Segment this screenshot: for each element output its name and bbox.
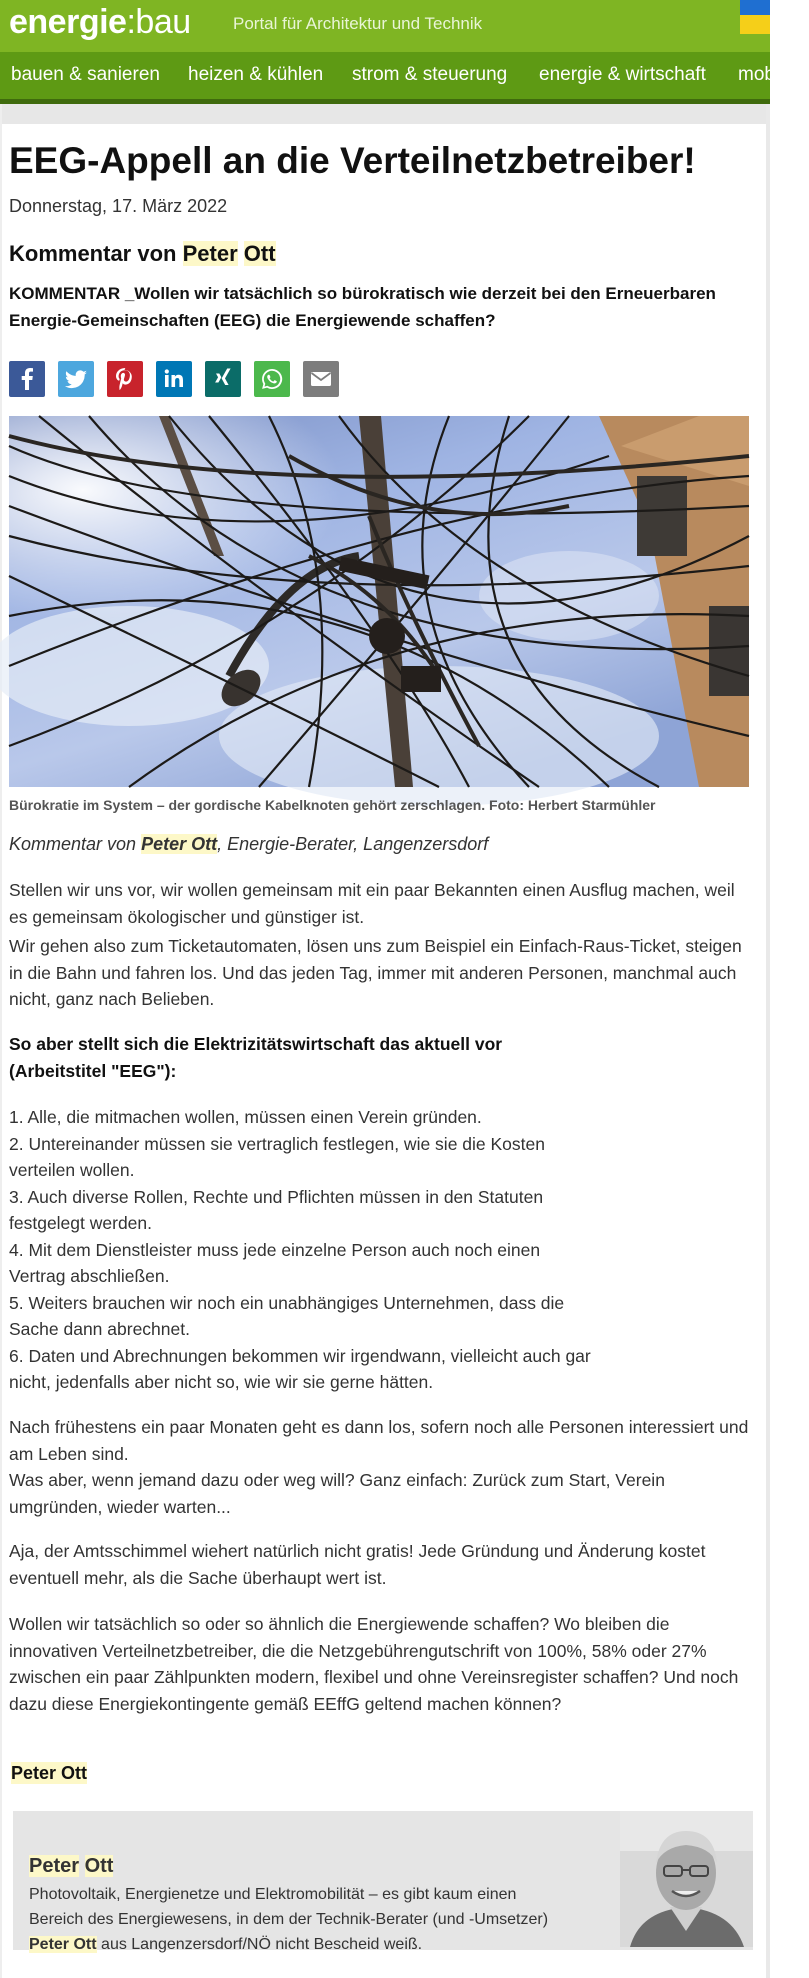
email-icon (303, 361, 339, 397)
image-caption: Bürokratie im System – der gordische Kabelknoten gehört zerschlagen. Foto: Herbert Starmühler (9, 797, 656, 813)
list-item: 5. Weiters brauchen wir noch ein unabhängiges Unternehmen, dass die (9, 1292, 565, 1313)
share-facebook-button[interactable] (9, 361, 45, 397)
paragraph-line: nicht, ganz nach Belieben. (9, 989, 215, 1009)
logo-text-bold: energie (9, 3, 127, 41)
list-item: verteilen wollen. (9, 1160, 135, 1180)
author-last-name[interactable]: Ott (243, 241, 276, 266)
paragraph-line: Wollen wir tatsächlich so oder so ähnlich die Energiewende schaffen? Wo bleiben die (9, 1614, 670, 1634)
article-author-heading (9, 240, 276, 268)
list-item: 4. Mit dem Dienstleister muss jede einzelne Person auch noch einen (9, 1239, 541, 1260)
main-navigation (0, 52, 809, 99)
author-first-name[interactable]: Peter (182, 241, 238, 266)
list-item: Sache dann abrechnet. (9, 1319, 190, 1339)
author-box-name[interactable] (29, 1854, 113, 1878)
share-email-button[interactable] (303, 361, 339, 397)
author-box-bio (29, 1882, 609, 1957)
paragraph-line: Was aber, wenn jemand dazu oder weg will? Ganz einfach: Zurück zum Start, Verein (9, 1470, 665, 1490)
body-paragraph (9, 1414, 749, 1520)
paragraph-line: es gemeinsam ökologischer und günstiger ist. (9, 906, 365, 927)
nav-item-bauen-sanieren[interactable]: bauen & sanieren (11, 64, 160, 85)
power-lines-photo (9, 416, 749, 787)
whatsapp-icon (254, 361, 290, 397)
article-title: EEG-Appell an die Verteilnetzbetreiber! (9, 140, 696, 181)
list-item: 3. Auch diverse Rollen, Rechte und Pflichten müssen in den Statuten (9, 1186, 544, 1207)
content-left-border (0, 104, 2, 1978)
list-item: 1. Alle, die mitmachen wollen, müssen einen Verein gründen. (9, 1107, 482, 1127)
author-box (13, 1811, 753, 1953)
byline-author-first: Peter (141, 834, 187, 854)
bio-line-suffix: aus Langenzersdorf/NÖ nicht Bescheid weiß. (96, 1936, 423, 1953)
bio-line (29, 1932, 609, 1957)
bio-line: Bereich des Energiewesens, in dem der Technik-Berater (und -Umsetzer) (29, 1911, 549, 1928)
logo-separator: : (126, 3, 136, 41)
paragraph-line: dazu diese Energiekontingente gemäß EEffG geltend machen können? (9, 1693, 562, 1714)
byline-author-name[interactable] (141, 834, 217, 854)
body-subheading (9, 1031, 749, 1084)
list-item: 2. Untereinander müssen sie vertraglich festlegen, wie sie die Kosten (9, 1133, 545, 1154)
list-item: 6. Daten und Abrechnungen bekommen wir irgendwann, vielleicht auch gar (9, 1345, 591, 1366)
facebook-icon (9, 361, 45, 397)
nav-item-energie-wirtschaft[interactable]: energie & wirtschaft (539, 64, 706, 85)
author-box-first-name: Peter (29, 1855, 80, 1877)
paragraph-line: in die Bahn und fahren los. Und das jeden Tag, immer mit anderen Personen, manchmal auch (9, 962, 737, 983)
share-xing-button[interactable] (205, 361, 241, 397)
content-right-border (766, 104, 770, 1978)
article-date: Donnerstag, 17. März 2022 (9, 196, 228, 216)
body-paragraph (9, 877, 749, 930)
body-paragraph (9, 1611, 749, 1717)
share-whatsapp-button[interactable] (254, 361, 290, 397)
article-lead (9, 280, 749, 334)
linkedin-icon (156, 361, 192, 397)
paragraph-line: eventuell mehr, als die Sache überhaupt wert ist. (9, 1567, 387, 1588)
lead-line: KOMMENTAR _Wollen wir tatsächlich so bürokratisch wie derzeit bei den Erneuerbaren (9, 284, 716, 303)
paragraph-line: innovativen Verteilnetzbetreiber, die die Netzgebührengutschrift von 100%, 58% oder 27% (9, 1640, 707, 1661)
body-list (9, 1104, 749, 1396)
lead-line: Energie-Gemeinschaften (EEG) die Energiewende schaffen? (9, 311, 496, 330)
paragraph-line: Aja, der Amtsschimmel wiehert natürlich nicht gratis! Jede Gründung und Änderung kostet (9, 1541, 706, 1561)
share-linkedin-button[interactable] (156, 361, 192, 397)
bio-line: Photovoltaik, Energienetze und Elektromobilität – es gibt kaum einen (29, 1886, 517, 1903)
list-item: Vertrag abschließen. (9, 1266, 170, 1286)
paragraph-line: zwischen ein paar Zählpunkten modern, flexibel und ohne Vereinsregister schaffen? Und noch (9, 1667, 739, 1687)
list-item: nicht, jedenfalls aber nicht so, wie wir sie gerne hätten. (9, 1372, 434, 1392)
nav-item-strom-steuerung[interactable]: strom & steuerung (352, 64, 508, 85)
ukraine-flag-icon (740, 0, 770, 34)
twitter-icon (58, 361, 94, 397)
paragraph-line: Wir gehen also zum Ticketautomaten, lösen uns zum Beispiel ein Einfach-Raus-Ticket, steigen (9, 936, 742, 956)
article-byline (9, 831, 488, 857)
byline-suffix: , Energie-Berater, Langenzersdorf (217, 834, 489, 854)
body-paragraph (9, 1538, 749, 1591)
nav-item-mobilitaet[interactable]: mobilität (738, 64, 809, 85)
paragraph-line: am Leben sind. (9, 1443, 129, 1464)
bio-author-first: Peter (29, 1936, 70, 1953)
paragraph-line: Stellen wir uns vor, wir wollen gemeinsam mit ein paar Bekannten einen Ausflug machen, weil (9, 880, 735, 900)
author-portrait-image (620, 1811, 753, 1947)
pinterest-icon (107, 361, 143, 397)
article-hero-image (9, 416, 749, 787)
bio-author-last: Ott (73, 1936, 97, 1953)
nav-item-heizen-kuehlen[interactable]: heizen & kühlen (188, 64, 324, 85)
site-logo[interactable] (9, 0, 191, 44)
paragraph-line: (Arbeitstitel "EEG"): (9, 1060, 177, 1081)
author-box-last-name: Ott (84, 1855, 114, 1877)
paragraph-line: umgründen, wieder warten... (9, 1496, 231, 1517)
byline-author-last: Ott (191, 834, 218, 854)
body-paragraph (9, 933, 749, 1013)
site-header (0, 0, 770, 52)
paragraph-line: So aber stellt sich die Elektrizitätswirtschaft das aktuell vor (9, 1034, 503, 1054)
byline-prefix: Kommentar von (9, 834, 142, 854)
author-heading-prefix: Kommentar von (9, 241, 183, 266)
paragraph-line: Nach frühestens ein paar Monaten geht es dann los, sofern noch alle Personen interessiert und (9, 1417, 749, 1437)
content-top-strip (0, 104, 770, 124)
share-pinterest-button[interactable] (107, 361, 143, 397)
bio-author-name[interactable] (29, 1936, 97, 1953)
list-item: festgelegt werden. (9, 1213, 153, 1233)
site-tagline: Portal für Architektur und Technik (233, 14, 483, 33)
logo-text-light: bau (135, 3, 191, 41)
share-twitter-button[interactable] (58, 361, 94, 397)
author-portrait (620, 1811, 753, 1947)
article-signature[interactable]: Peter Ott (11, 1763, 88, 1783)
xing-icon (205, 361, 241, 397)
